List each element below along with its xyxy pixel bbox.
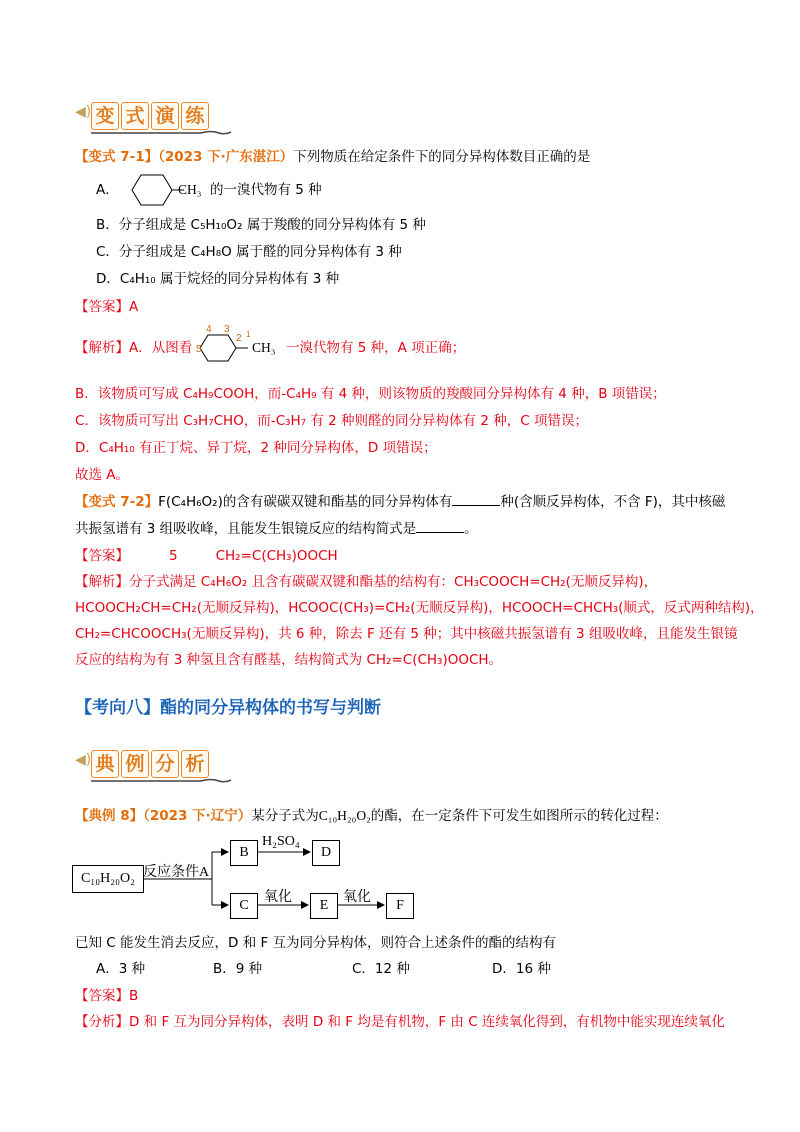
option-d: D．C₄H₁₀ 属于烷烃的同分异构体有 3 种 — [96, 271, 340, 287]
question-7-2-stem: 【变式 7-2】F(C₄H₆O₂)的含有碳碳双键和酯基的同分异构体有 种(含顺反异构体，不含 F)，其中核磁 — [75, 494, 726, 510]
speaker-icon: ◀) — [75, 104, 92, 120]
explanation-7-1-d: D．C₄H₁₀ 有正丁烷、异丁烷，2 种同分异构体，D 项错误； — [75, 440, 437, 456]
start-compound-box: C₁₀H₂₀O₂ — [72, 865, 144, 893]
section-title: 【考向八】酯的同分异构体的书写与判断 — [75, 698, 381, 718]
option-c: C．分子组成是 C₄H₈O 属于醛的同分异构体有 3 种 — [96, 244, 402, 260]
ring-number: 2 — [236, 333, 242, 344]
compound-e-box: E — [310, 893, 338, 919]
answer-7-1: 【答案】A — [75, 299, 139, 315]
methyl-label: CH₃ — [178, 182, 202, 197]
answer-8: 【答案】B — [75, 988, 139, 1004]
ring-number: 4 — [206, 324, 212, 335]
speaker-icon: ◀) — [75, 752, 92, 768]
reagent-label: H₂SO₄ — [262, 834, 300, 849]
analysis-8: 【分析】D 和 F 互为同分异构体，表明 D 和 F 均是有机物，F 由 C 连续氧化得到，有机物中能实现连续氧化 — [75, 1014, 725, 1030]
banner-char: 练 — [181, 102, 209, 130]
banner-char: 演 — [151, 102, 179, 130]
question-7-2-stem-cont: 共振氢谱有 3 组吸收峰，且能发生银镜反应的结构简式是 。 — [75, 521, 478, 537]
banner-char: 析 — [181, 750, 209, 778]
oxidation-label-1: 氧化 — [264, 890, 292, 905]
methyl-label: CH₃ — [252, 340, 276, 355]
explanation-7-2-line2: HCOOCH₂CH=CH₂(无顺反异构)，HCOOC(CH₃)=CH₂(无顺反异构)，HCOOCH=CHCH₃(顺式，反式两种结构)， — [75, 600, 764, 616]
banner-char: 分 — [151, 750, 179, 778]
option-b: B．分子组成是 C₅H₁₀O₂ 属于羧酸的同分异构体有 5 种 — [96, 217, 426, 233]
compound-c-box: C — [230, 893, 258, 919]
banner-char: 变 — [91, 102, 119, 130]
explanation-7-2-line4: 反应的结构为有 3 种氢且含有醛基，结构简式为 CH₂=C(CH₃)OOCH。 — [75, 652, 503, 668]
ring-number: 3 — [224, 324, 230, 335]
explanation-7-2-line3: CH₂=CHCOOCH₃(无顺反异构)，共 6 种，除去 F 还有 5 种；其中核磁共振氢谱有 3 组吸收峰，且能发生银镜 — [75, 626, 738, 642]
option-8-a: A．3 种 — [96, 961, 146, 977]
banner-char: 例 — [121, 750, 149, 778]
banner-char: 式 — [121, 102, 149, 130]
banner-char: 典 — [91, 750, 119, 778]
question-7-1-stem: 【变式 7-1】（2023 下·广东湛江）下列物质在给定条件下的同分异构体数目正确的是 — [75, 149, 591, 165]
option-8-d: D．16 种 — [492, 961, 551, 977]
question-8-stem: 【典例 8】（2023 下·辽宁）某分子式为C₁₀H₂₀O₂的酯，在一定条件下可发生如图所示的转化过程： — [75, 808, 668, 824]
explanation-7-1-c: C．该物质可写出 C₃H₇CHO，而-C₃H₇ 有 2 种则醛的同分异构体有 2 种，C 项错误； — [75, 413, 588, 429]
question-8-known: 已知 C 能发生消去反应，D 和 F 互为同分异构体，则符合上述条件的酯的结构有 — [75, 935, 557, 951]
conclusion-7-1: 故选 A。 — [75, 467, 130, 483]
explanation-7-1-a: 【解析】A．从图看 — [75, 340, 193, 356]
answer-7-2: 【答案】 5 CH₂=C(CH₃)OOCH — [75, 548, 338, 564]
option-a: A． — [96, 182, 119, 198]
explanation-7-2-line1: 【解析】分子式满足 C₄H₆O₂ 且含有碳碳双键和酯基的结构有：CH₃COOCH=CH₂(无顺反异构)， — [75, 574, 658, 590]
explanation-7-1-a-text: 一溴代物有 5 种，A 项正确； — [286, 340, 466, 356]
compound-d-box: D — [312, 840, 340, 866]
ring-number: 1 — [246, 330, 251, 339]
option-8-c: C．12 种 — [352, 961, 410, 977]
option-8-b: B．9 种 — [213, 961, 263, 977]
option-a-text: 的一溴代物有 5 种 — [210, 182, 322, 198]
explanation-7-1-b: B．该物质可写成 C₄H₉COOH，而-C₄H₉ 有 4 种，则该物质的羧酸同分异构体有 4 种，B 项错误； — [75, 386, 666, 402]
ring-number: 5 — [196, 344, 202, 355]
reaction-condition-label: 反应条件A — [143, 865, 210, 880]
compound-f-box: F — [386, 893, 414, 919]
oxidation-label-2: 氧化 — [343, 890, 371, 905]
compound-b-box: B — [230, 840, 258, 866]
